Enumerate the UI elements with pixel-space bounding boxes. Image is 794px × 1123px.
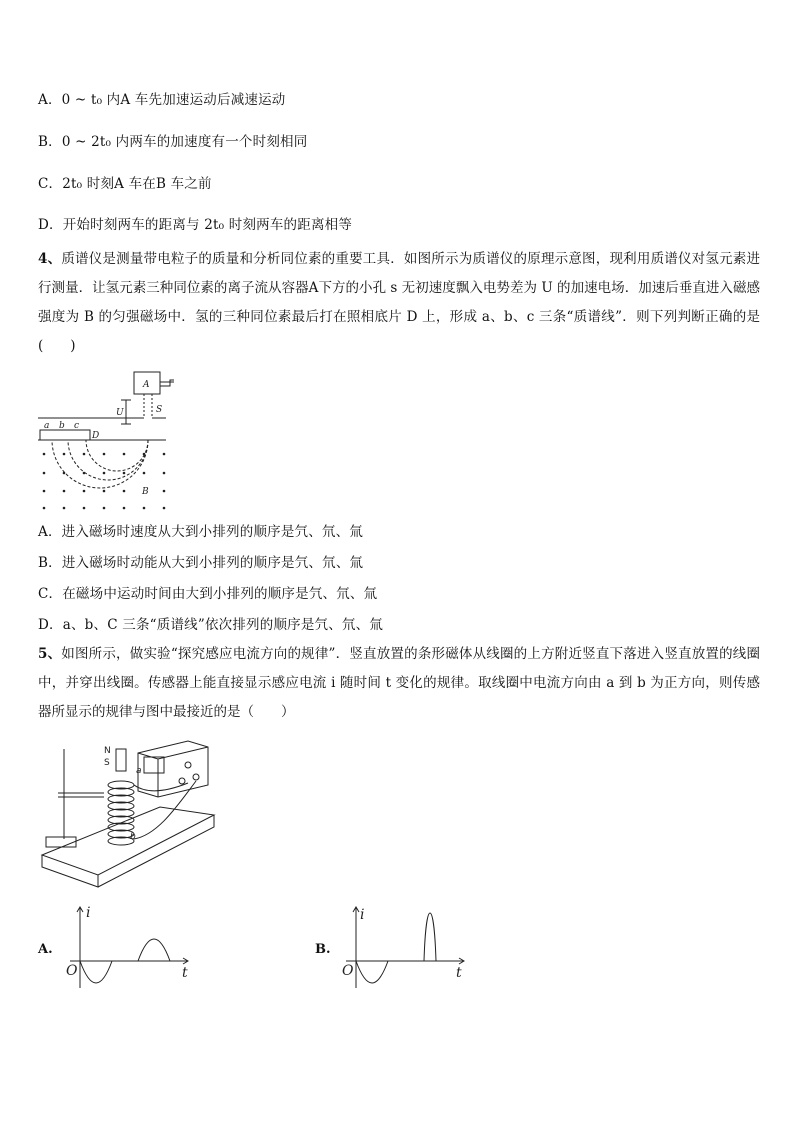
graph-b-y-label: i <box>360 907 365 923</box>
label-N: N <box>104 746 111 756</box>
mass-spectrometer-figure <box>36 370 186 512</box>
label-c: c <box>74 421 80 431</box>
table-front <box>42 815 214 887</box>
bar-magnet <box>116 749 126 771</box>
graph-a <box>60 903 200 993</box>
label-B: B <box>142 487 149 497</box>
q4-option-b: B．进入磁场时动能从大到小排列的顺序是氕、氘、氚 <box>38 555 364 571</box>
label-S: S <box>156 405 163 415</box>
graph-a-curve <box>80 961 112 983</box>
label-a: a <box>44 421 50 431</box>
q3-option-a: A．0 ~ t₀ 内A 车先加速运动后减速运动 <box>38 92 286 108</box>
graph-a-y-label: i <box>86 905 91 921</box>
graph-a-origin: O <box>66 963 78 979</box>
track-b <box>68 440 148 480</box>
track-a <box>52 440 148 488</box>
q4-option-a: A．进入磁场时速度从大到小排列的顺序是氕、氘、氚 <box>38 524 364 540</box>
wire-a <box>134 783 188 791</box>
label-A: A <box>143 380 150 390</box>
stand-base <box>46 837 76 847</box>
graph-b-curve <box>356 961 388 983</box>
graph-b <box>336 903 476 993</box>
q5-stem: 5、如图所示，做实验“探究感应电流方向的规律”．竖直放置的条形磁体从线圈的上方附近竖直下落进入竖直放置的线圈中，并穿出线圈。传感器上能直接显示感应电流 i 随时间 t 变化的规律。取线圈中电流方向由 a 到 b 为正方向，则传感器所显示的规律与图中最接近的是（ ） <box>38 646 760 720</box>
q4-option-d: D．a、b、C 三条“质谱线”依次排列的顺序是氕、氘、氚 <box>38 617 384 633</box>
q4-stem: 4、质谱仪是测量带电粒子的质量和分析同位素的重要工具．如图所示为质谱仪的原理示意图，现利用质谱仪对氢元素进行测量．让氢元素三种同位素的离子流从容器A下方的小孔 s 无初速度飘入电势差为 U 的加速电场．加速后垂直进入磁感强度为 B 的匀强磁场中．氢的三种同位素最后打在照相底片 D 上，形成 a、b、c 三条“质谱线”．则下列判断正确的是( ) <box>38 251 760 354</box>
label-D: D <box>92 431 100 441</box>
label-b: b <box>130 832 136 842</box>
label-S: S <box>104 758 110 768</box>
graph-a-x-label: t <box>182 965 188 981</box>
q3-option-d: D．开始时刻两车的距离与 2t₀ 时刻两车的距离相等 <box>38 217 353 233</box>
sensor-box <box>138 741 208 797</box>
q3-option-c: C．2t₀ 时刻A 车在B 车之前 <box>38 176 212 192</box>
photo-plate <box>40 430 90 440</box>
q4-option-c: C．在磁场中运动时间由大到小排列的顺序是氕、氘、氚 <box>38 586 378 602</box>
track-c <box>86 440 148 471</box>
table-top <box>42 807 214 875</box>
label-b: b <box>59 421 65 431</box>
label-U: U <box>116 408 124 418</box>
graph-a-label: A. <box>38 942 53 957</box>
graph-b-origin: O <box>342 963 354 979</box>
container-pipe <box>160 380 174 386</box>
coil-experiment-figure <box>38 735 218 893</box>
label-a: a <box>136 766 142 776</box>
q3-option-b: B．0 ~ 2t₀ 内两车的加速度有一个时刻相同 <box>38 134 308 150</box>
graph-b-x-label: t <box>456 965 462 981</box>
graph-b-label: B. <box>315 942 331 957</box>
